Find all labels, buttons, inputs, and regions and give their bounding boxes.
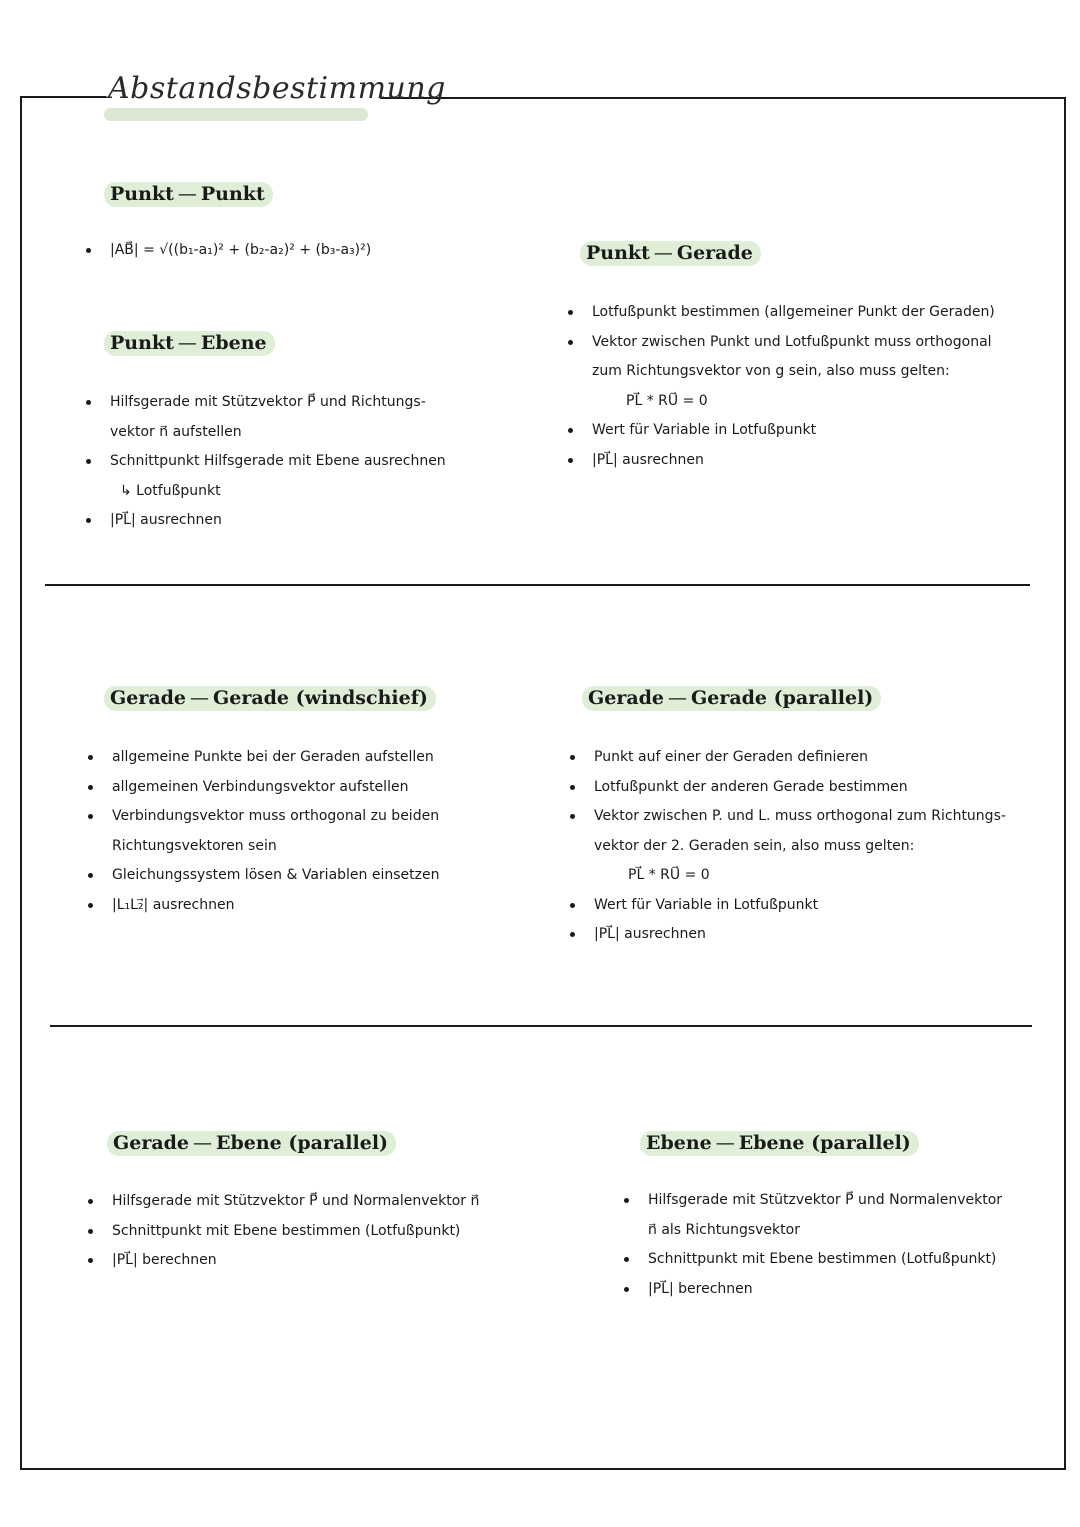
- list-item: vektor n⃗ aufstellen: [110, 423, 242, 440]
- list-item: Schnittpunkt mit Ebene bestimmen (Lotfußpunkt): [86, 1217, 479, 1247]
- divider-1: [45, 584, 1030, 586]
- formula-distance: |AB⃗| = √((b₁-a₁)² + (b₂-a₂)² + (b₃-a₃)²): [84, 236, 371, 266]
- list-item: Wert für Variable in Lotfußpunkt: [566, 416, 995, 446]
- formula-punkt-punkt: [84, 236, 371, 266]
- list-item: Punkt auf einer der Geraden definieren: [568, 743, 1006, 773]
- heading-gerade-gerade-windschief: Gerade — Gerade (windschief): [104, 686, 436, 711]
- list-punkt-ebene: [84, 388, 446, 536]
- section-gerade-gerade-parallel: [582, 686, 881, 711]
- heading-punkt-punkt: Punkt — Punkt: [104, 182, 273, 207]
- list-gerade-gerade-windschief: [86, 743, 439, 920]
- list-item: PL⃗ * RU⃗ = 0: [626, 392, 708, 409]
- section-punkt-ebene: [104, 331, 275, 356]
- frame-bottom: [20, 1468, 1066, 1470]
- section-gerade-ebene-parallel: [107, 1131, 396, 1156]
- list-punkt-gerade: [566, 298, 995, 475]
- list-item: vektor der 2. Geraden sein, also muss gelten:: [594, 837, 915, 854]
- list-item: n⃗ als Richtungsvektor: [648, 1221, 800, 1238]
- list-item: ↳ Lotfußpunkt: [120, 482, 221, 499]
- list-item: Hilfsgerade mit Stützvektor P⃗ und Normalenvektor n⃗: [86, 1187, 479, 1217]
- list-item: Vektor zwischen Punkt und Lotfußpunkt muss orthogonal: [566, 328, 995, 358]
- list-item: Richtungsvektoren sein: [112, 837, 277, 854]
- frame-left: [20, 96, 22, 1470]
- list-item: Vektor zwischen P. und L. muss orthogonal zum Richtungs-: [568, 802, 1006, 832]
- page-title: Abstandsbestimmung: [108, 71, 446, 106]
- heading-punkt-gerade: Punkt — Gerade: [580, 241, 761, 266]
- list-item: Schnittpunkt Hilfsgerade mit Ebene ausrechnen: [84, 447, 446, 477]
- section-punkt-gerade: [580, 241, 761, 266]
- list-item: Lotfußpunkt bestimmen (allgemeiner Punkt der Geraden): [566, 298, 995, 328]
- frame-top-left: [20, 96, 106, 98]
- list-item: Gleichungssystem lösen & Variablen einsetzen: [86, 861, 439, 891]
- heading-gerade-gerade-parallel: Gerade — Gerade (parallel): [582, 686, 881, 711]
- list-gerade-gerade-parallel: [568, 743, 1006, 950]
- list-item: Wert für Variable in Lotfußpunkt: [568, 891, 1006, 921]
- list-item: |PL⃗| berechnen: [622, 1275, 1002, 1305]
- section-ebene-ebene-parallel: [640, 1131, 919, 1156]
- list-item: allgemeine Punkte bei der Geraden aufstellen: [86, 743, 439, 773]
- list-item: |PL⃗| berechnen: [86, 1246, 479, 1276]
- section-gerade-gerade-windschief: [104, 686, 436, 711]
- list-item: |L₁L₂⃗| ausrechnen: [86, 891, 439, 921]
- section-punkt-punkt: [104, 182, 273, 207]
- frame-top-right: [380, 97, 1066, 99]
- list-item: allgemeinen Verbindungsvektor aufstellen: [86, 773, 439, 803]
- heading-ebene-ebene-parallel: Ebene — Ebene (parallel): [640, 1131, 919, 1156]
- list-item: |PL⃗| ausrechnen: [568, 920, 1006, 950]
- list-item: Verbindungsvektor muss orthogonal zu beiden: [86, 802, 439, 832]
- frame-right: [1064, 97, 1066, 1470]
- list-item: zum Richtungsvektor von g sein, also muss gelten:: [592, 363, 950, 379]
- divider-2: [50, 1025, 1032, 1027]
- list-item: |PL⃗| ausrechnen: [84, 506, 446, 536]
- list-item: PL⃗ * RU⃗ = 0: [628, 867, 710, 883]
- title-highlight: [104, 108, 368, 121]
- list-gerade-ebene-parallel: [86, 1187, 479, 1276]
- list-item: Hilfsgerade mit Stützvektor P⃗ und Normalenvektor: [622, 1186, 1002, 1216]
- list-item: |PL⃗| ausrechnen: [566, 446, 995, 476]
- heading-gerade-ebene-parallel: Gerade — Ebene (parallel): [107, 1131, 396, 1156]
- heading-punkt-ebene: Punkt — Ebene: [104, 331, 275, 356]
- list-ebene-ebene-parallel: [622, 1186, 1002, 1304]
- list-item: Lotfußpunkt der anderen Gerade bestimmen: [568, 773, 1006, 803]
- list-item: Schnittpunkt mit Ebene bestimmen (Lotfußpunkt): [622, 1245, 1002, 1275]
- list-item: Hilfsgerade mit Stützvektor P⃗ und Richtungs-: [84, 388, 446, 418]
